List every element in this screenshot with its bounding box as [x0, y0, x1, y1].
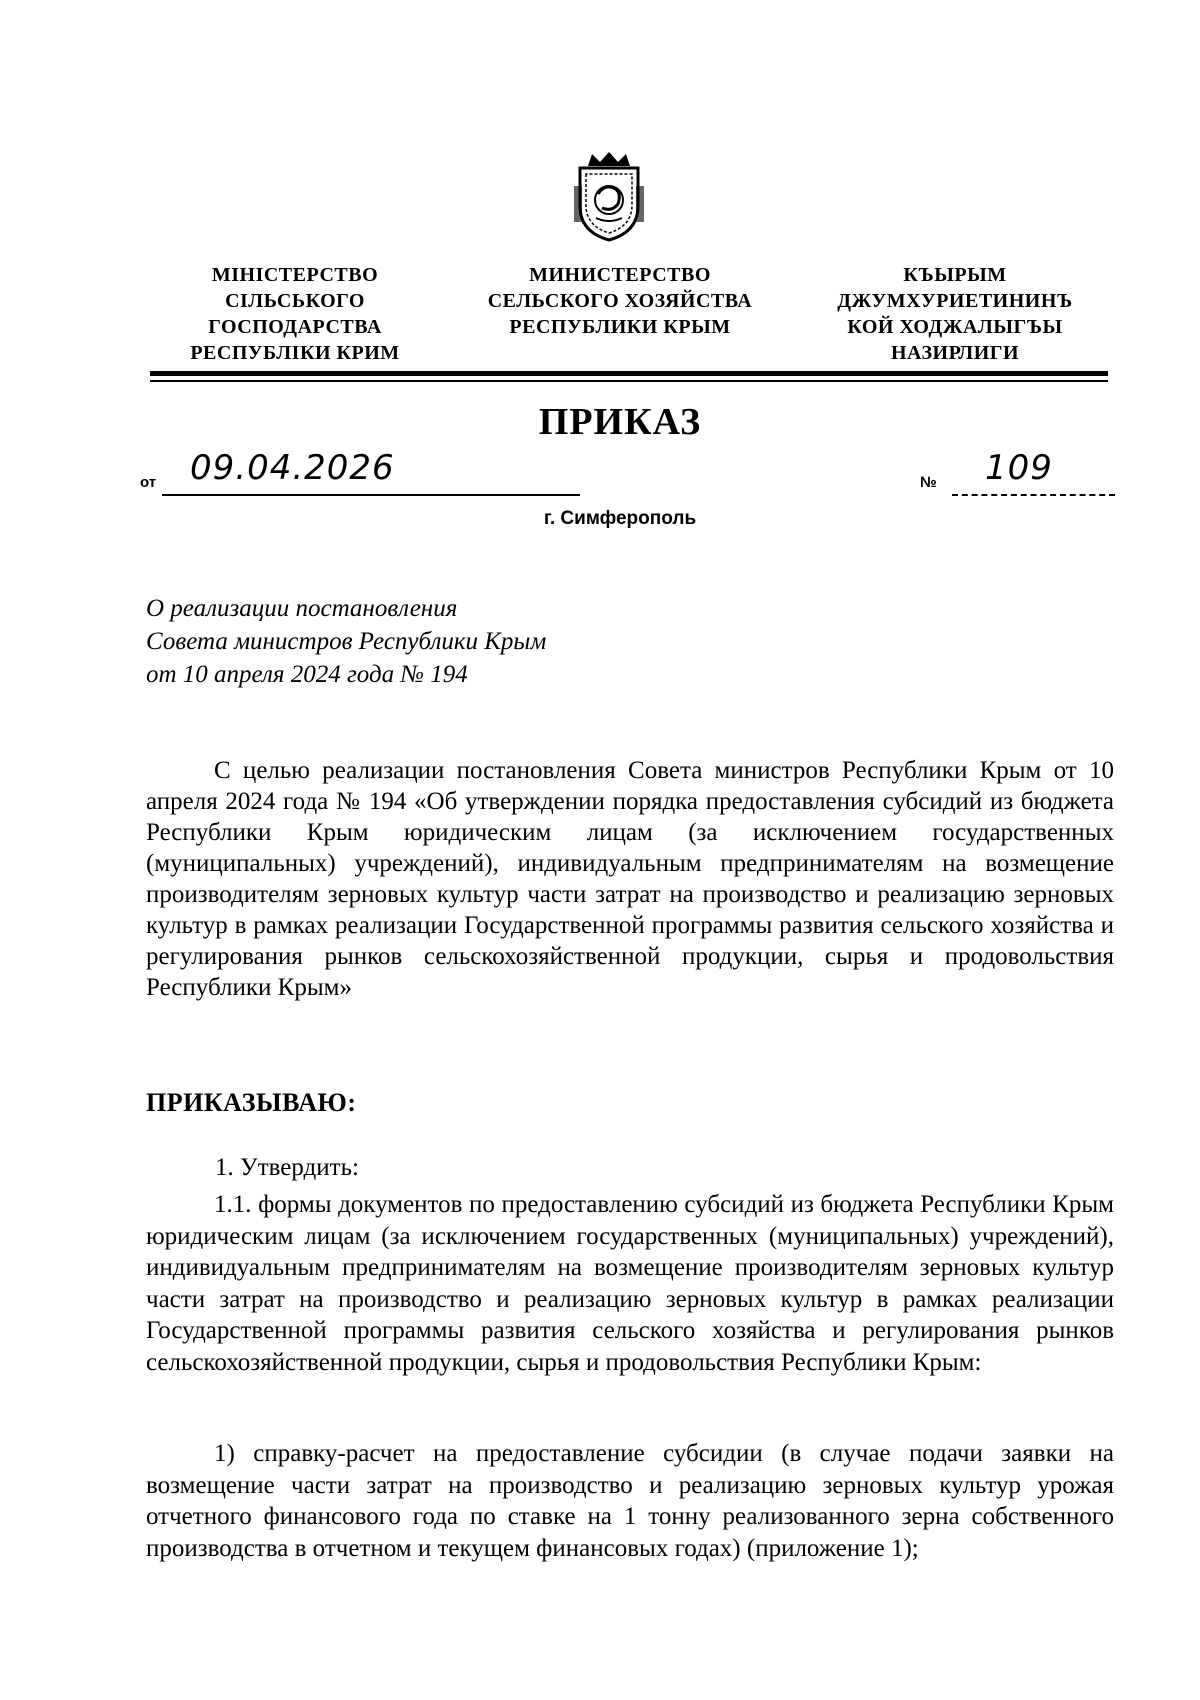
date-underline: [162, 494, 580, 496]
subject-line: Совета министров Республики Крым: [146, 628, 547, 655]
city-name: г. Симферополь: [543, 508, 697, 529]
subitem-1: 1) справку-расчет на предоставление субсидии (в случае подачи заявки на возмещение части затрат на производство и реализацию зерновых культур урожая отчетного финансового года по ставке на 1 тонну реализованного зерна собственного производства в отчетном и текущем финансовых годах) (приложение 1);: [146, 1440, 1114, 1562]
order-heading: ПРИКАЗЫВАЮ:: [146, 1088, 357, 1117]
handwritten-date: 09.04.2026: [190, 448, 395, 488]
document-title: ПРИКАЗ: [538, 401, 702, 443]
number-label: №: [920, 474, 937, 491]
header-divider-thin: [150, 380, 1108, 382]
ministries-header: [150, 262, 1110, 370]
ministry-name-russian: МИНИСТЕРСТВО СЕЛЬСКОГО ХОЗЯЙСТВА РЕСПУБЛИКИ КРЫМ: [487, 264, 753, 338]
header-divider-thick: [150, 371, 1108, 376]
number-underline: [952, 494, 1115, 496]
subject-line: О реализации постановления: [146, 595, 458, 622]
document-subject: [146, 592, 546, 691]
handwritten-number: 109: [985, 448, 1053, 488]
date-number-row: [140, 448, 1115, 500]
item-1-1: 1.1. формы документов по предоставлению субсидий из бюджета Республики Крым юридическим лицам (за исключением государственных (муниципальных) учреждений), индивидуальным предпринимателям на возмещение производителям зерновых культур части затрат на производство и реализацию зерновых культур в рамках реализации Государственной программы развития сельского хозяйства и регулирования рынков сельскохозяйственной продукции, сырья и продовольствия Республики Крым:: [146, 1191, 1114, 1376]
coat-of-arms-icon: [568, 150, 650, 244]
ministry-name-crimean-tatar: КЪЫРЫМ ДЖУМХУРИЕТИНИНЪ КОЙ ХОДЖАЛЫГЪЫ НАЗИРЛИГИ: [837, 264, 1073, 364]
intro-paragraph: С целью реализации постановления Совета министров Республики Крым от 10 апреля 2024 года № 194 «Об утверждении порядка предоставления субсидий из бюджета Республики Крым юридическим лицам (за исключением государственных (муниципальных) учреждений), индивидуальным предпринимателям на возмещение производителям зерновых культур части затрат на производство и реализацию зерновых культур в рамках реализации Государственной программы развития сельского хозяйства и регулирования рынков сельскохозяйственной продукции, сырья и продовольствия Республики Крым»: [146, 757, 1114, 1001]
subject-line: от 10 апреля 2024 года № 194: [146, 661, 468, 688]
ministry-name-ukrainian: МІНІСТЕРСТВО СІЛЬСЬКОГО ГОСПОДАРСТВА РЕСПУБЛІКИ КРИМ: [190, 264, 400, 364]
date-label: от: [140, 474, 157, 491]
item-1: 1. Утвердить:: [215, 1154, 359, 1181]
